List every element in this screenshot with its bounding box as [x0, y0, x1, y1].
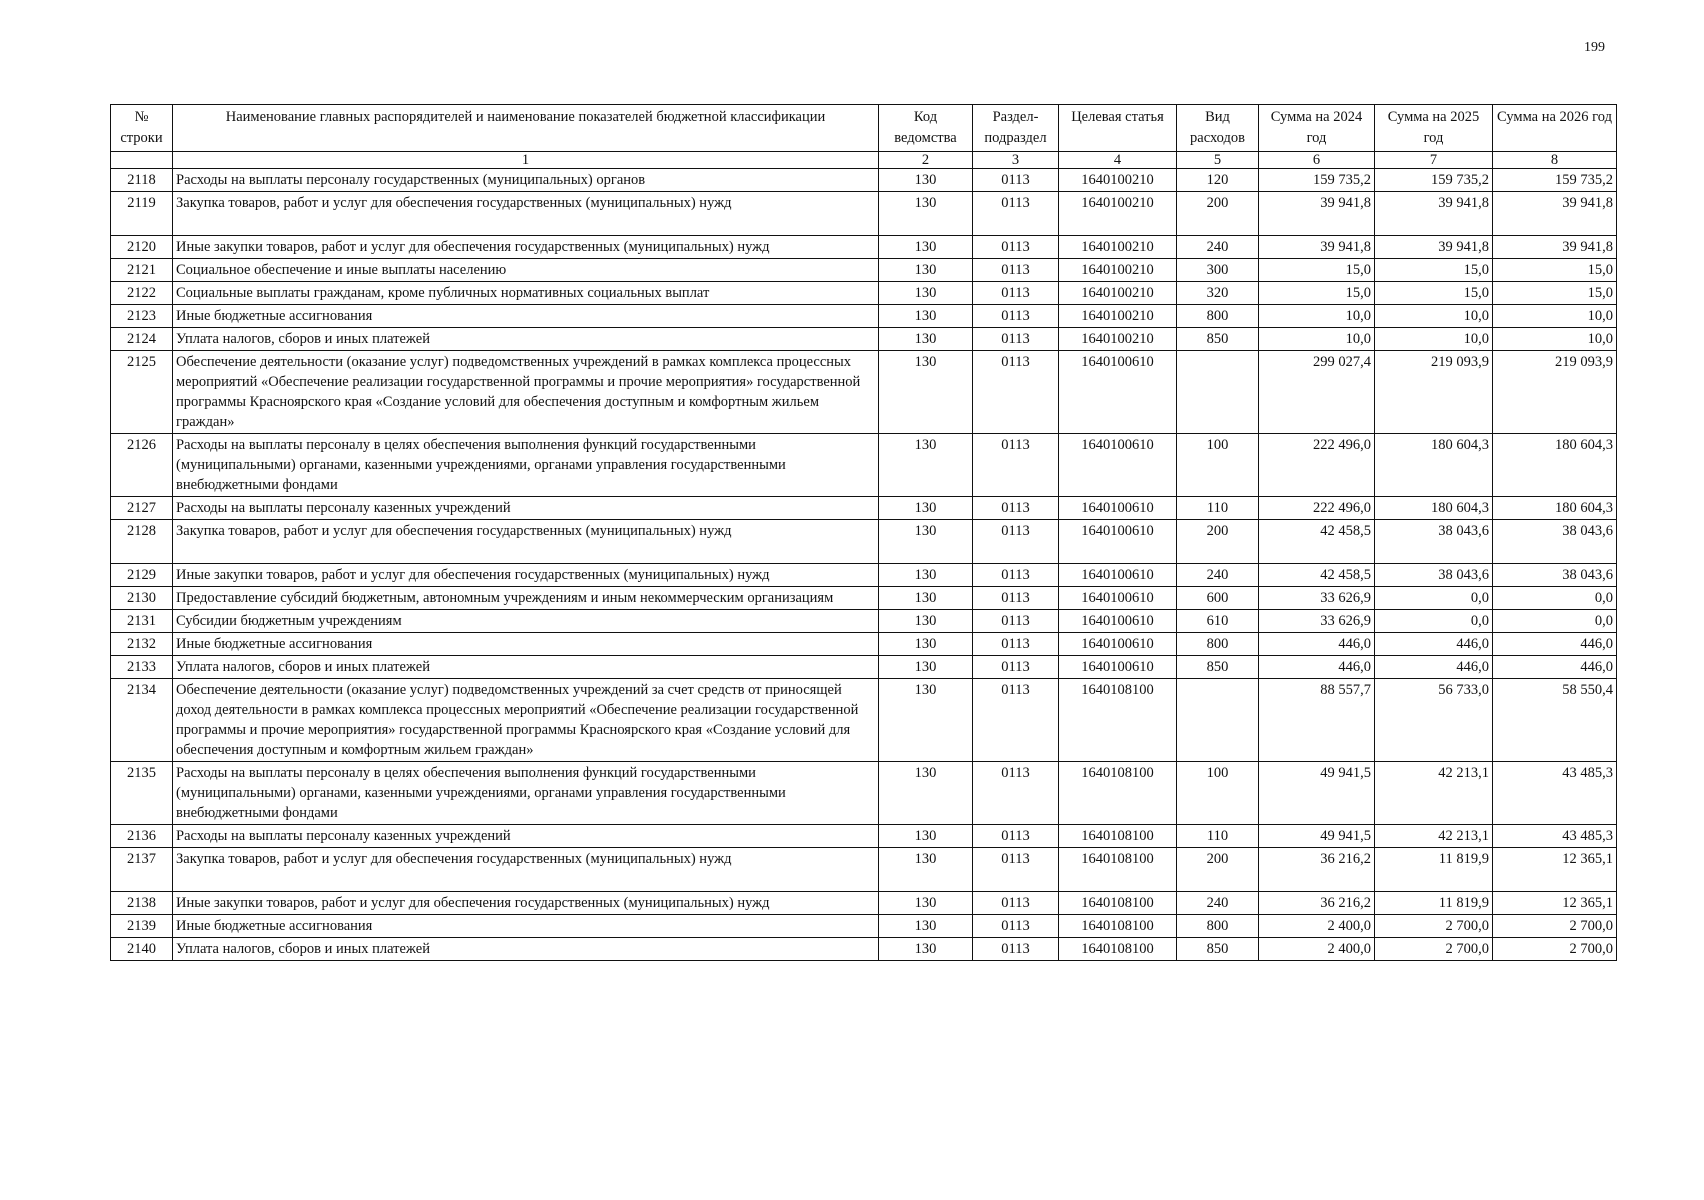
section-cell: 0113: [973, 825, 1059, 848]
expense-type-cell: 610: [1177, 610, 1259, 633]
expense-type-cell: 200: [1177, 192, 1259, 236]
target-cell: 1640108100: [1059, 892, 1177, 915]
row-number-cell: 2129: [111, 564, 173, 587]
header-sum-2024: Сумма на 2024 год: [1259, 105, 1375, 152]
target-cell: 1640100210: [1059, 259, 1177, 282]
target-cell: 1640100210: [1059, 328, 1177, 351]
target-cell: 1640108100: [1059, 679, 1177, 762]
budget-table: [110, 104, 1617, 961]
dept-code-cell: 130: [879, 564, 973, 587]
column-number: 5: [1177, 152, 1259, 169]
dept-code-cell: 130: [879, 915, 973, 938]
dept-code-cell: 130: [879, 169, 973, 192]
row-number-cell: 2125: [111, 351, 173, 434]
sum-2024-cell: 159 735,2: [1259, 169, 1375, 192]
expense-type-cell: 240: [1177, 892, 1259, 915]
row-name-cell: Закупка товаров, работ и услуг для обеспечения государственных (муниципальных) нужд: [173, 520, 879, 564]
page-number: 199: [1584, 40, 1605, 55]
expense-type-cell: 800: [1177, 633, 1259, 656]
sum-2025-cell: 38 043,6: [1375, 564, 1493, 587]
header-expense-type: Вид расходов: [1177, 105, 1259, 152]
sum-2024-cell: 10,0: [1259, 305, 1375, 328]
row-name-cell: Иные бюджетные ассигнования: [173, 633, 879, 656]
sum-2025-cell: 15,0: [1375, 259, 1493, 282]
dept-code-cell: 130: [879, 520, 973, 564]
target-cell: 1640108100: [1059, 848, 1177, 892]
dept-code-cell: 130: [879, 192, 973, 236]
column-number: 6: [1259, 152, 1375, 169]
sum-2025-cell: 38 043,6: [1375, 520, 1493, 564]
target-cell: 1640100610: [1059, 564, 1177, 587]
expense-type-cell: 120: [1177, 169, 1259, 192]
row-number-cell: 2130: [111, 587, 173, 610]
table-row: [111, 520, 1617, 564]
expense-type-cell: 200: [1177, 848, 1259, 892]
target-cell: 1640100610: [1059, 351, 1177, 434]
dept-code-cell: 130: [879, 848, 973, 892]
sum-2026-cell: 38 043,6: [1493, 520, 1617, 564]
header-dept-code: Код ведомства: [879, 105, 973, 152]
section-cell: 0113: [973, 915, 1059, 938]
sum-2026-cell: 15,0: [1493, 259, 1617, 282]
section-cell: 0113: [973, 587, 1059, 610]
expense-type-cell: 240: [1177, 236, 1259, 259]
dept-code-cell: 130: [879, 610, 973, 633]
section-cell: 0113: [973, 633, 1059, 656]
row-name-cell: Иные бюджетные ассигнования: [173, 915, 879, 938]
table-row: [111, 564, 1617, 587]
sum-2026-cell: 43 485,3: [1493, 762, 1617, 825]
table-row: [111, 259, 1617, 282]
sum-2025-cell: 10,0: [1375, 328, 1493, 351]
table-row: [111, 848, 1617, 892]
sum-2024-cell: 222 496,0: [1259, 497, 1375, 520]
sum-2026-cell: 10,0: [1493, 328, 1617, 351]
sum-2026-cell: 15,0: [1493, 282, 1617, 305]
target-cell: 1640100610: [1059, 610, 1177, 633]
expense-type-cell: 110: [1177, 497, 1259, 520]
row-number-cell: 2133: [111, 656, 173, 679]
table-row: [111, 236, 1617, 259]
sum-2026-cell: 12 365,1: [1493, 848, 1617, 892]
target-cell: 1640100210: [1059, 169, 1177, 192]
table-header-row: [111, 105, 1617, 152]
section-cell: 0113: [973, 679, 1059, 762]
sum-2025-cell: 180 604,3: [1375, 497, 1493, 520]
sum-2024-cell: 446,0: [1259, 633, 1375, 656]
expense-type-cell: [1177, 351, 1259, 434]
sum-2025-cell: 0,0: [1375, 587, 1493, 610]
section-cell: 0113: [973, 938, 1059, 961]
section-cell: 0113: [973, 169, 1059, 192]
dept-code-cell: 130: [879, 892, 973, 915]
expense-type-cell: 800: [1177, 915, 1259, 938]
row-number-cell: 2139: [111, 915, 173, 938]
section-cell: 0113: [973, 259, 1059, 282]
sum-2026-cell: 2 700,0: [1493, 938, 1617, 961]
sum-2025-cell: 159 735,2: [1375, 169, 1493, 192]
header-section: Раздел-подраздел: [973, 105, 1059, 152]
row-number-cell: 2136: [111, 825, 173, 848]
table-row: [111, 656, 1617, 679]
expense-type-cell: 850: [1177, 328, 1259, 351]
row-name-cell: Социальное обеспечение и иные выплаты населению: [173, 259, 879, 282]
sum-2026-cell: 0,0: [1493, 587, 1617, 610]
row-name-cell: Расходы на выплаты персоналу в целях обеспечения выполнения функций государственными (муниципальными) органами, казенными учреждениями, органами управления государственными внебюджетными фондами: [173, 434, 879, 497]
table-row: [111, 938, 1617, 961]
sum-2026-cell: 180 604,3: [1493, 434, 1617, 497]
sum-2025-cell: 2 700,0: [1375, 938, 1493, 961]
expense-type-cell: 600: [1177, 587, 1259, 610]
table-row: [111, 434, 1617, 497]
expense-type-cell: 200: [1177, 520, 1259, 564]
target-cell: 1640100210: [1059, 236, 1177, 259]
dept-code-cell: 130: [879, 236, 973, 259]
sum-2025-cell: 219 093,9: [1375, 351, 1493, 434]
sum-2024-cell: 15,0: [1259, 282, 1375, 305]
row-name-cell: Иные закупки товаров, работ и услуг для обеспечения государственных (муниципальных) нужд: [173, 892, 879, 915]
sum-2026-cell: 10,0: [1493, 305, 1617, 328]
sum-2024-cell: 88 557,7: [1259, 679, 1375, 762]
row-name-cell: Обеспечение деятельности (оказание услуг) подведомственных учреждений за счет средств от приносящей доход деятельности в рамках комплекса процессных мероприятий «Обеспечение реализации государственной программы и прочие мероприятия» государственной программы Красноярского края «Создание условий для обеспечения доступным и комфортным жильем граждан»: [173, 679, 879, 762]
expense-type-cell: 800: [1177, 305, 1259, 328]
row-name-cell: Обеспечение деятельности (оказание услуг) подведомственных учреждений в рамках комплекса процессных мероприятий «Обеспечение реализации государственной программы и прочие мероприятия» государственной программы Красноярского края «Создание условий для обеспечения доступным и комфортным жильем граждан»: [173, 351, 879, 434]
row-number-cell: 2122: [111, 282, 173, 305]
sum-2024-cell: 222 496,0: [1259, 434, 1375, 497]
expense-type-cell: 100: [1177, 434, 1259, 497]
dept-code-cell: 130: [879, 679, 973, 762]
column-number: 2: [879, 152, 973, 169]
sum-2026-cell: 2 700,0: [1493, 915, 1617, 938]
table-row: [111, 825, 1617, 848]
sum-2024-cell: 33 626,9: [1259, 610, 1375, 633]
column-number: 3: [973, 152, 1059, 169]
sum-2025-cell: 56 733,0: [1375, 679, 1493, 762]
column-number: 4: [1059, 152, 1177, 169]
row-name-cell: Уплата налогов, сборов и иных платежей: [173, 656, 879, 679]
target-cell: 1640100610: [1059, 656, 1177, 679]
table-row: [111, 192, 1617, 236]
row-number-cell: 2128: [111, 520, 173, 564]
sum-2024-cell: 49 941,5: [1259, 825, 1375, 848]
row-number-cell: 2124: [111, 328, 173, 351]
row-name-cell: Иные бюджетные ассигнования: [173, 305, 879, 328]
column-number: 8: [1493, 152, 1617, 169]
sum-2026-cell: 39 941,8: [1493, 236, 1617, 259]
table-row: [111, 762, 1617, 825]
sum-2025-cell: 42 213,1: [1375, 825, 1493, 848]
section-cell: 0113: [973, 351, 1059, 434]
row-number-cell: 2137: [111, 848, 173, 892]
dept-code-cell: 130: [879, 282, 973, 305]
table-row: [111, 351, 1617, 434]
table-row: [111, 328, 1617, 351]
expense-type-cell: 320: [1177, 282, 1259, 305]
sum-2024-cell: 299 027,4: [1259, 351, 1375, 434]
sum-2025-cell: 0,0: [1375, 610, 1493, 633]
sum-2024-cell: 2 400,0: [1259, 915, 1375, 938]
sum-2025-cell: 15,0: [1375, 282, 1493, 305]
target-cell: 1640100610: [1059, 520, 1177, 564]
sum-2025-cell: 11 819,9: [1375, 848, 1493, 892]
expense-type-cell: [1177, 679, 1259, 762]
sum-2026-cell: 38 043,6: [1493, 564, 1617, 587]
dept-code-cell: 130: [879, 305, 973, 328]
table-row: [111, 679, 1617, 762]
dept-code-cell: 130: [879, 825, 973, 848]
row-name-cell: Иные закупки товаров, работ и услуг для обеспечения государственных (муниципальных) нужд: [173, 564, 879, 587]
expense-type-cell: 240: [1177, 564, 1259, 587]
sum-2025-cell: 2 700,0: [1375, 915, 1493, 938]
table-row: [111, 587, 1617, 610]
section-cell: 0113: [973, 610, 1059, 633]
section-cell: 0113: [973, 236, 1059, 259]
row-name-cell: Социальные выплаты гражданам, кроме публичных нормативных социальных выплат: [173, 282, 879, 305]
sum-2025-cell: 11 819,9: [1375, 892, 1493, 915]
target-cell: 1640100610: [1059, 497, 1177, 520]
section-cell: 0113: [973, 520, 1059, 564]
header-target: Целевая статья: [1059, 105, 1177, 152]
row-name-cell: Иные закупки товаров, работ и услуг для обеспечения государственных (муниципальных) нужд: [173, 236, 879, 259]
sum-2024-cell: 15,0: [1259, 259, 1375, 282]
table-row: [111, 305, 1617, 328]
expense-type-cell: 110: [1177, 825, 1259, 848]
sum-2024-cell: 39 941,8: [1259, 192, 1375, 236]
expense-type-cell: 100: [1177, 762, 1259, 825]
table-row: [111, 915, 1617, 938]
header-row-no: № строки: [111, 105, 173, 152]
expense-type-cell: 850: [1177, 656, 1259, 679]
expense-type-cell: 850: [1177, 938, 1259, 961]
target-cell: 1640100610: [1059, 434, 1177, 497]
row-number-cell: 2121: [111, 259, 173, 282]
sum-2024-cell: 49 941,5: [1259, 762, 1375, 825]
sum-2024-cell: 36 216,2: [1259, 848, 1375, 892]
row-number-cell: 2126: [111, 434, 173, 497]
column-number: 1: [173, 152, 879, 169]
target-cell: 1640108100: [1059, 915, 1177, 938]
dept-code-cell: 130: [879, 328, 973, 351]
column-number: 7: [1375, 152, 1493, 169]
dept-code-cell: 130: [879, 259, 973, 282]
table-row: [111, 610, 1617, 633]
sum-2026-cell: 219 093,9: [1493, 351, 1617, 434]
sum-2026-cell: 0,0: [1493, 610, 1617, 633]
sum-2026-cell: 159 735,2: [1493, 169, 1617, 192]
sum-2025-cell: 446,0: [1375, 656, 1493, 679]
table-body: [111, 169, 1617, 961]
row-name-cell: Субсидии бюджетным учреждениям: [173, 610, 879, 633]
dept-code-cell: 130: [879, 351, 973, 434]
sum-2026-cell: 180 604,3: [1493, 497, 1617, 520]
section-cell: 0113: [973, 305, 1059, 328]
sum-2024-cell: 33 626,9: [1259, 587, 1375, 610]
sum-2024-cell: 446,0: [1259, 656, 1375, 679]
section-cell: 0113: [973, 282, 1059, 305]
row-name-cell: Расходы на выплаты персоналу казенных учреждений: [173, 497, 879, 520]
row-number-cell: 2120: [111, 236, 173, 259]
row-number-cell: 2131: [111, 610, 173, 633]
target-cell: 1640100210: [1059, 305, 1177, 328]
sum-2024-cell: 2 400,0: [1259, 938, 1375, 961]
section-cell: 0113: [973, 848, 1059, 892]
sum-2024-cell: 39 941,8: [1259, 236, 1375, 259]
row-number-cell: 2134: [111, 679, 173, 762]
dept-code-cell: 130: [879, 587, 973, 610]
sum-2024-cell: 42 458,5: [1259, 520, 1375, 564]
target-cell: 1640108100: [1059, 762, 1177, 825]
section-cell: 0113: [973, 656, 1059, 679]
row-number-cell: 2132: [111, 633, 173, 656]
header-name: Наименование главных распорядителей и наименование показателей бюджетной классификации: [173, 105, 879, 152]
table-row: [111, 633, 1617, 656]
row-name-cell: Закупка товаров, работ и услуг для обеспечения государственных (муниципальных) нужд: [173, 848, 879, 892]
sum-2026-cell: 39 941,8: [1493, 192, 1617, 236]
header-sum-2025: Сумма на 2025 год: [1375, 105, 1493, 152]
row-name-cell: Закупка товаров, работ и услуг для обеспечения государственных (муниципальных) нужд: [173, 192, 879, 236]
row-name-cell: Предоставление субсидий бюджетным, автономным учреждениям и иным некоммерческим организациям: [173, 587, 879, 610]
section-cell: 0113: [973, 564, 1059, 587]
sum-2025-cell: 39 941,8: [1375, 236, 1493, 259]
sum-2026-cell: 446,0: [1493, 656, 1617, 679]
row-number-cell: 2127: [111, 497, 173, 520]
table-row: [111, 282, 1617, 305]
row-name-cell: Расходы на выплаты персоналу казенных учреждений: [173, 825, 879, 848]
sum-2026-cell: 43 485,3: [1493, 825, 1617, 848]
row-number-cell: 2119: [111, 192, 173, 236]
dept-code-cell: 130: [879, 434, 973, 497]
target-cell: 1640100210: [1059, 192, 1177, 236]
sum-2026-cell: 58 550,4: [1493, 679, 1617, 762]
row-number-cell: 2123: [111, 305, 173, 328]
section-cell: 0113: [973, 892, 1059, 915]
header-sum-2026: Сумма на 2026 год: [1493, 105, 1617, 152]
dept-code-cell: 130: [879, 938, 973, 961]
dept-code-cell: 130: [879, 497, 973, 520]
column-number-blank: [111, 152, 173, 169]
row-name-cell: Расходы на выплаты персоналу в целях обеспечения выполнения функций государственными (муниципальными) органами, казенными учреждениями, органами управления государственными внебюджетными фондами: [173, 762, 879, 825]
sum-2025-cell: 10,0: [1375, 305, 1493, 328]
target-cell: 1640108100: [1059, 938, 1177, 961]
row-number-cell: 2140: [111, 938, 173, 961]
section-cell: 0113: [973, 762, 1059, 825]
target-cell: 1640100610: [1059, 587, 1177, 610]
target-cell: 1640100210: [1059, 282, 1177, 305]
sum-2026-cell: 446,0: [1493, 633, 1617, 656]
sum-2025-cell: 180 604,3: [1375, 434, 1493, 497]
table-row: [111, 169, 1617, 192]
row-number-cell: 2135: [111, 762, 173, 825]
sum-2025-cell: 446,0: [1375, 633, 1493, 656]
expense-type-cell: 300: [1177, 259, 1259, 282]
section-cell: 0113: [973, 434, 1059, 497]
dept-code-cell: 130: [879, 633, 973, 656]
table-row: [111, 497, 1617, 520]
row-name-cell: Уплата налогов, сборов и иных платежей: [173, 328, 879, 351]
target-cell: 1640100610: [1059, 633, 1177, 656]
row-number-cell: 2118: [111, 169, 173, 192]
target-cell: 1640108100: [1059, 825, 1177, 848]
column-numbers-row: [111, 152, 1617, 169]
sum-2026-cell: 12 365,1: [1493, 892, 1617, 915]
sum-2024-cell: 36 216,2: [1259, 892, 1375, 915]
dept-code-cell: 130: [879, 762, 973, 825]
sum-2025-cell: 39 941,8: [1375, 192, 1493, 236]
section-cell: 0113: [973, 497, 1059, 520]
dept-code-cell: 130: [879, 656, 973, 679]
sum-2024-cell: 42 458,5: [1259, 564, 1375, 587]
row-name-cell: Уплата налогов, сборов и иных платежей: [173, 938, 879, 961]
section-cell: 0113: [973, 192, 1059, 236]
sum-2025-cell: 42 213,1: [1375, 762, 1493, 825]
sum-2024-cell: 10,0: [1259, 328, 1375, 351]
row-name-cell: Расходы на выплаты персоналу государственных (муниципальных) органов: [173, 169, 879, 192]
table-row: [111, 892, 1617, 915]
section-cell: 0113: [973, 328, 1059, 351]
row-number-cell: 2138: [111, 892, 173, 915]
